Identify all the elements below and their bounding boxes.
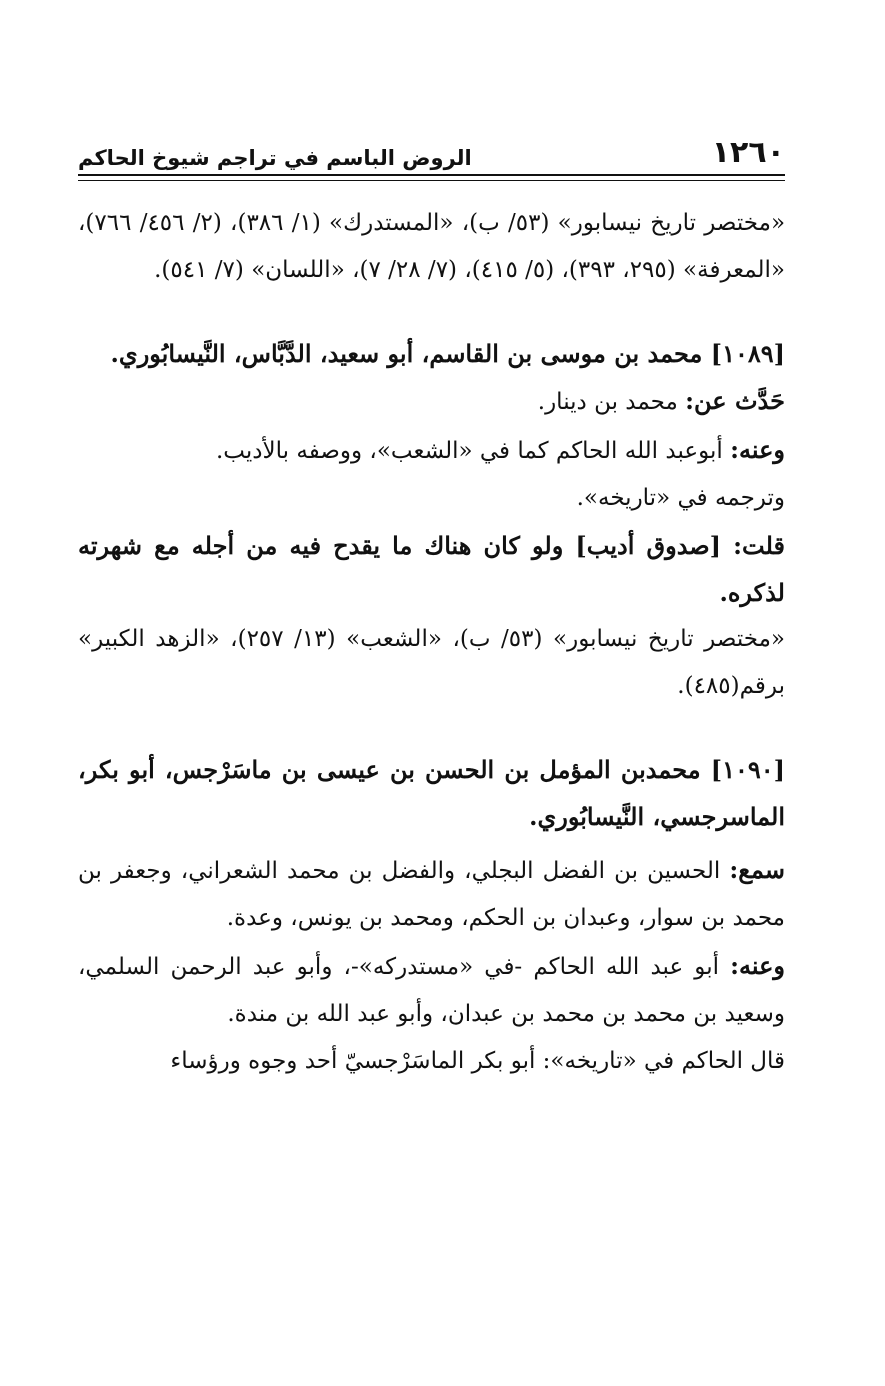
entry-1089-biography-note: وترجمه في «تاريخه». xyxy=(576,485,785,511)
entry-1090-hakim-quote: قال الحاكم في «تاريخه»: أبو بكر الماسَرْجسيّ أحد وجوه ورؤساء xyxy=(170,1048,785,1074)
label-narrated-from: حَدَّث عن: xyxy=(685,386,785,415)
page-body xyxy=(78,200,785,1085)
from-him-text: أبوعبد الله الحاكم كما في «الشعب»، ووصفه بالأديب. xyxy=(216,438,731,464)
heard-from-text: الحسين بن الفضل البجلي، والفضل بن محمد الشعراني، وجعفر بن محمد بن سوار، وعبدان بن الحكم، ومحمد بن يونس، وعدة. xyxy=(78,858,785,931)
entry-1090-heard-from xyxy=(78,846,785,942)
running-title: الروض الباسم في تراجم شيوخ الحاكم xyxy=(78,146,472,170)
entry-1089-narrated-from xyxy=(78,377,785,426)
entry-1090-heading: [١٠٩٠] محمدبن المؤمل بن الحسن بن عيسى بن ماسَرْجس، أبو بكر، الماسرجسي، النَّيسابُوري. xyxy=(78,755,785,831)
entry-1090-from-him xyxy=(78,942,785,1038)
from-him-text-2: أبو عبد الله الحاكم -في «مستدركه»-، وأبو عبد الرحمن السلمي، وسعيد بن محمد بن محمد بن عبدان، وأبو عبد الله بن مندة. xyxy=(78,954,785,1027)
label-heard: سمع: xyxy=(729,855,785,884)
label-from-him-2: وعنه: xyxy=(730,951,785,980)
label-from-him: وعنه: xyxy=(730,435,785,464)
entry-1089-assessment xyxy=(78,522,785,616)
page-header xyxy=(78,130,785,170)
page-number: ١٢٦٠ xyxy=(711,135,785,170)
header-rule-thin xyxy=(78,180,785,181)
references-paragraph: «مختصر تاريخ نيسابور» (٥٣/ ب)، «المستدرك» (١/ ٣٨٦)، (٢/ ٤٥٦/ ٧٦٦)، «المعرفة» (٢٩٥، ٣٩٣)، (٥/ ٤١٥)، (٧/ ٢٨/ ٧)، «اللسان» (٧/ ٥٤١). xyxy=(78,210,786,283)
header-rule-thick xyxy=(78,174,785,176)
narrated-from-text: محمد بن دينار. xyxy=(537,389,686,415)
entry-1089-from-him xyxy=(78,426,785,475)
entry-1089-references: «مختصر تاريخ نيسابور» (٥٣/ ب)، «الشعب» (١٣/ ٢٥٧)، «الزهد الكبير» برقم(٤٨٥). xyxy=(78,626,785,699)
entry-1089-heading: [١٠٨٩] محمد بن موسى بن القاسم، أبو سعيد، الدَّبَّاس، النَّيسابُوري. xyxy=(110,339,785,368)
label-i-said: قلت: xyxy=(733,531,785,560)
assessment-text: [صدوق أديب] ولو كان هناك ما يقدح فيه من أجله مع شهرته لذكره. xyxy=(78,531,785,607)
